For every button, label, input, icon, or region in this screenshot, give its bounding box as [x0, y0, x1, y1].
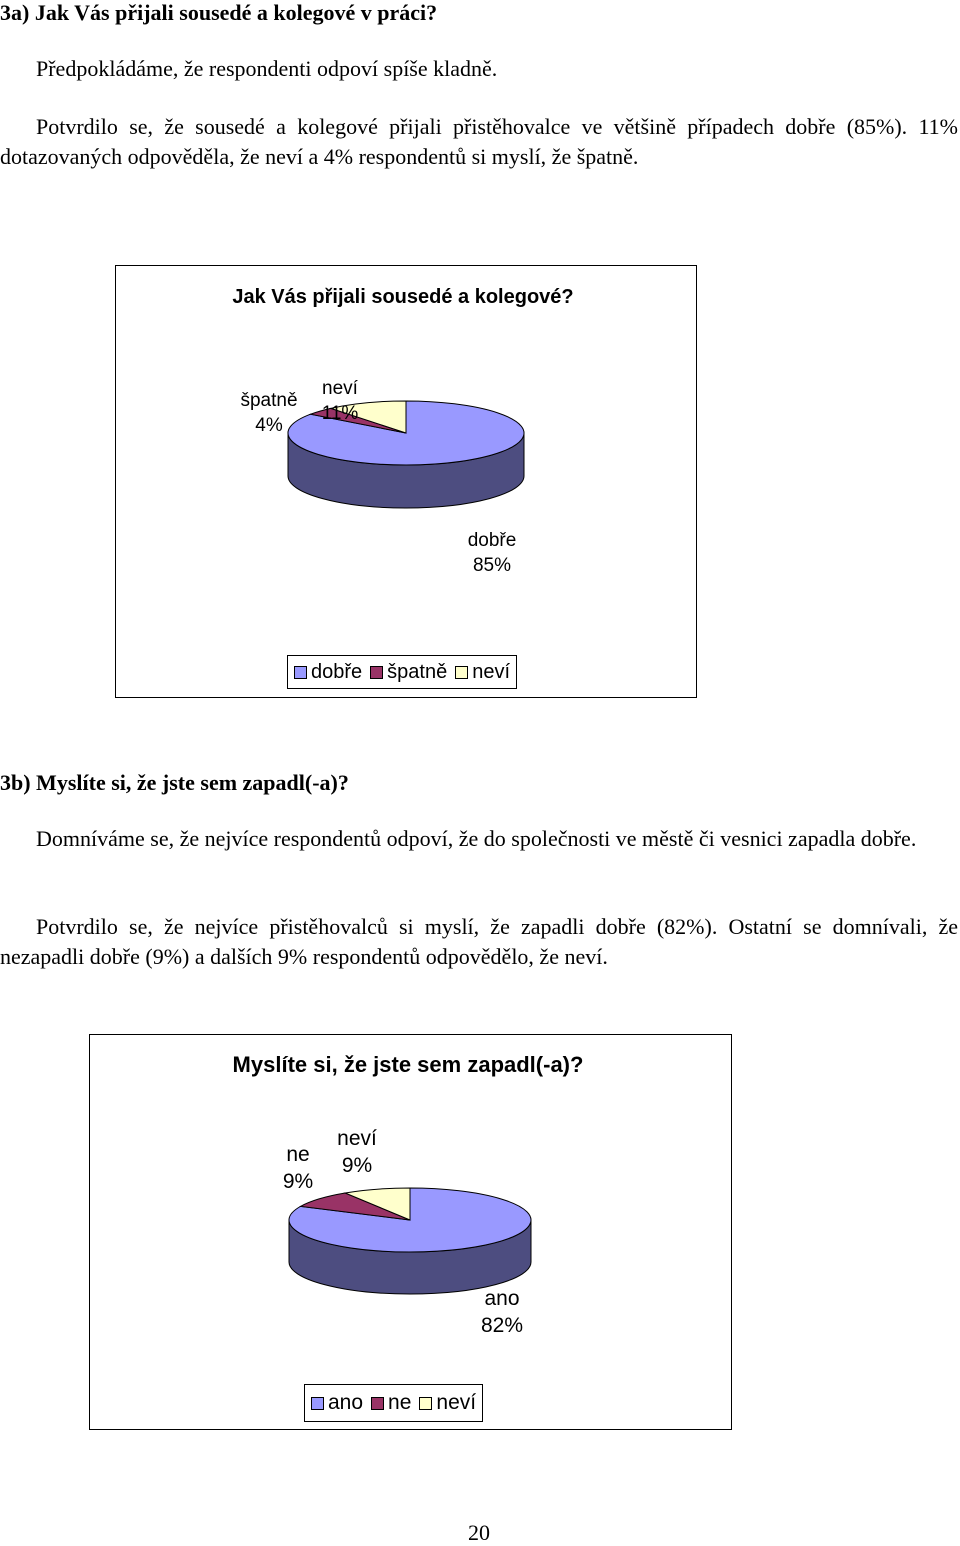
chart-2-legend-label-ano: ano — [328, 1391, 364, 1414]
chart-1-legend-item-dobře — [294, 661, 362, 684]
page-number: 20 — [468, 1520, 490, 1545]
chart-1-data-label-dobře: dobře 85% — [467, 530, 517, 576]
chart-1-legend-swatch-špatně — [370, 666, 383, 679]
chart-1-legend-item-neví — [455, 661, 510, 684]
chart-1-data-label-neví: neví 11% — [321, 378, 359, 424]
chart-1-legend-item-špatně — [370, 661, 447, 684]
chart-2-legend-label-ne: ne — [388, 1391, 412, 1414]
section-b-paragraph-2-text: Potvrdilo se, že nejvíce přistěhovalců si myslí, že zapadli dobře (82%). Ostatní se domnívali, že nezapadli dobře (9%) a dalších 9% respondentů odpovědělo, že neví. — [0, 914, 958, 969]
chart-2-legend-item-neví — [419, 1391, 476, 1415]
chart-2-legend-label-neví: neví — [436, 1391, 477, 1414]
chart-2-data-label-ne: ne 9% — [282, 1143, 314, 1193]
chart-1-legend-label-špatně: špatně — [387, 660, 448, 683]
chart-2-legend-swatch-ano — [311, 1397, 324, 1410]
chart-2-legend-swatch-neví — [419, 1397, 432, 1410]
section-a-paragraph-1-text: Předpokládáme, že respondenti odpoví spíše kladně. — [36, 56, 498, 81]
chart-1-svg — [116, 266, 696, 697]
chart-2-legend — [304, 1384, 483, 1422]
chart-1-legend-label-neví: neví — [472, 660, 511, 683]
section-b-heading: 3b) Myslíte si, že jste sem zapadl(-a)? — [0, 770, 349, 795]
chart-2-data-label-neví: neví 9% — [337, 1127, 377, 1177]
section-a-paragraph-2 — [0, 112, 958, 172]
chart-1-frame — [115, 265, 697, 698]
section-a-heading: 3a) Jak Vás přijali sousedé a kolegové v práci? — [0, 0, 438, 25]
chart-2-svg — [90, 1035, 731, 1429]
chart-1-data-label-špatně: špatně 4% — [240, 390, 298, 436]
section-a-paragraph-2-text: Potvrdilo se, že sousedé a kolegové přijali přistěhovalce ve většině případech dobře (85%). 11% dotazovaných odpověděla, že neví a 4% respondentů si myslí, že špatně. — [0, 114, 958, 169]
chart-1-title: Jak Vás přijali sousedé a kolegové? — [232, 286, 574, 308]
chart-1-legend-swatch-neví — [455, 666, 468, 679]
section-b-paragraph-1-text: Domníváme se, že nejvíce respondentů odpoví, že do společnosti ve městě či vesnici zapadla dobře. — [36, 826, 917, 851]
section-b-paragraph-1 — [0, 824, 958, 854]
chart-1-legend-label-dobře: dobře — [311, 660, 363, 683]
chart-2-legend-item-ne — [371, 1391, 411, 1415]
chart-2-legend-item-ano — [311, 1391, 363, 1415]
chart-2-frame — [89, 1034, 732, 1430]
chart-1-legend — [287, 655, 517, 689]
section-b-paragraph-2 — [0, 912, 958, 972]
chart-2-legend-swatch-ne — [371, 1397, 384, 1410]
chart-1-legend-swatch-dobře — [294, 666, 307, 679]
section-a-paragraph-1 — [0, 54, 958, 84]
chart-2-title: Myslíte si, že jste sem zapadl(-a)? — [232, 1052, 584, 1077]
chart-2-data-label-ano: ano 82% — [480, 1287, 524, 1337]
